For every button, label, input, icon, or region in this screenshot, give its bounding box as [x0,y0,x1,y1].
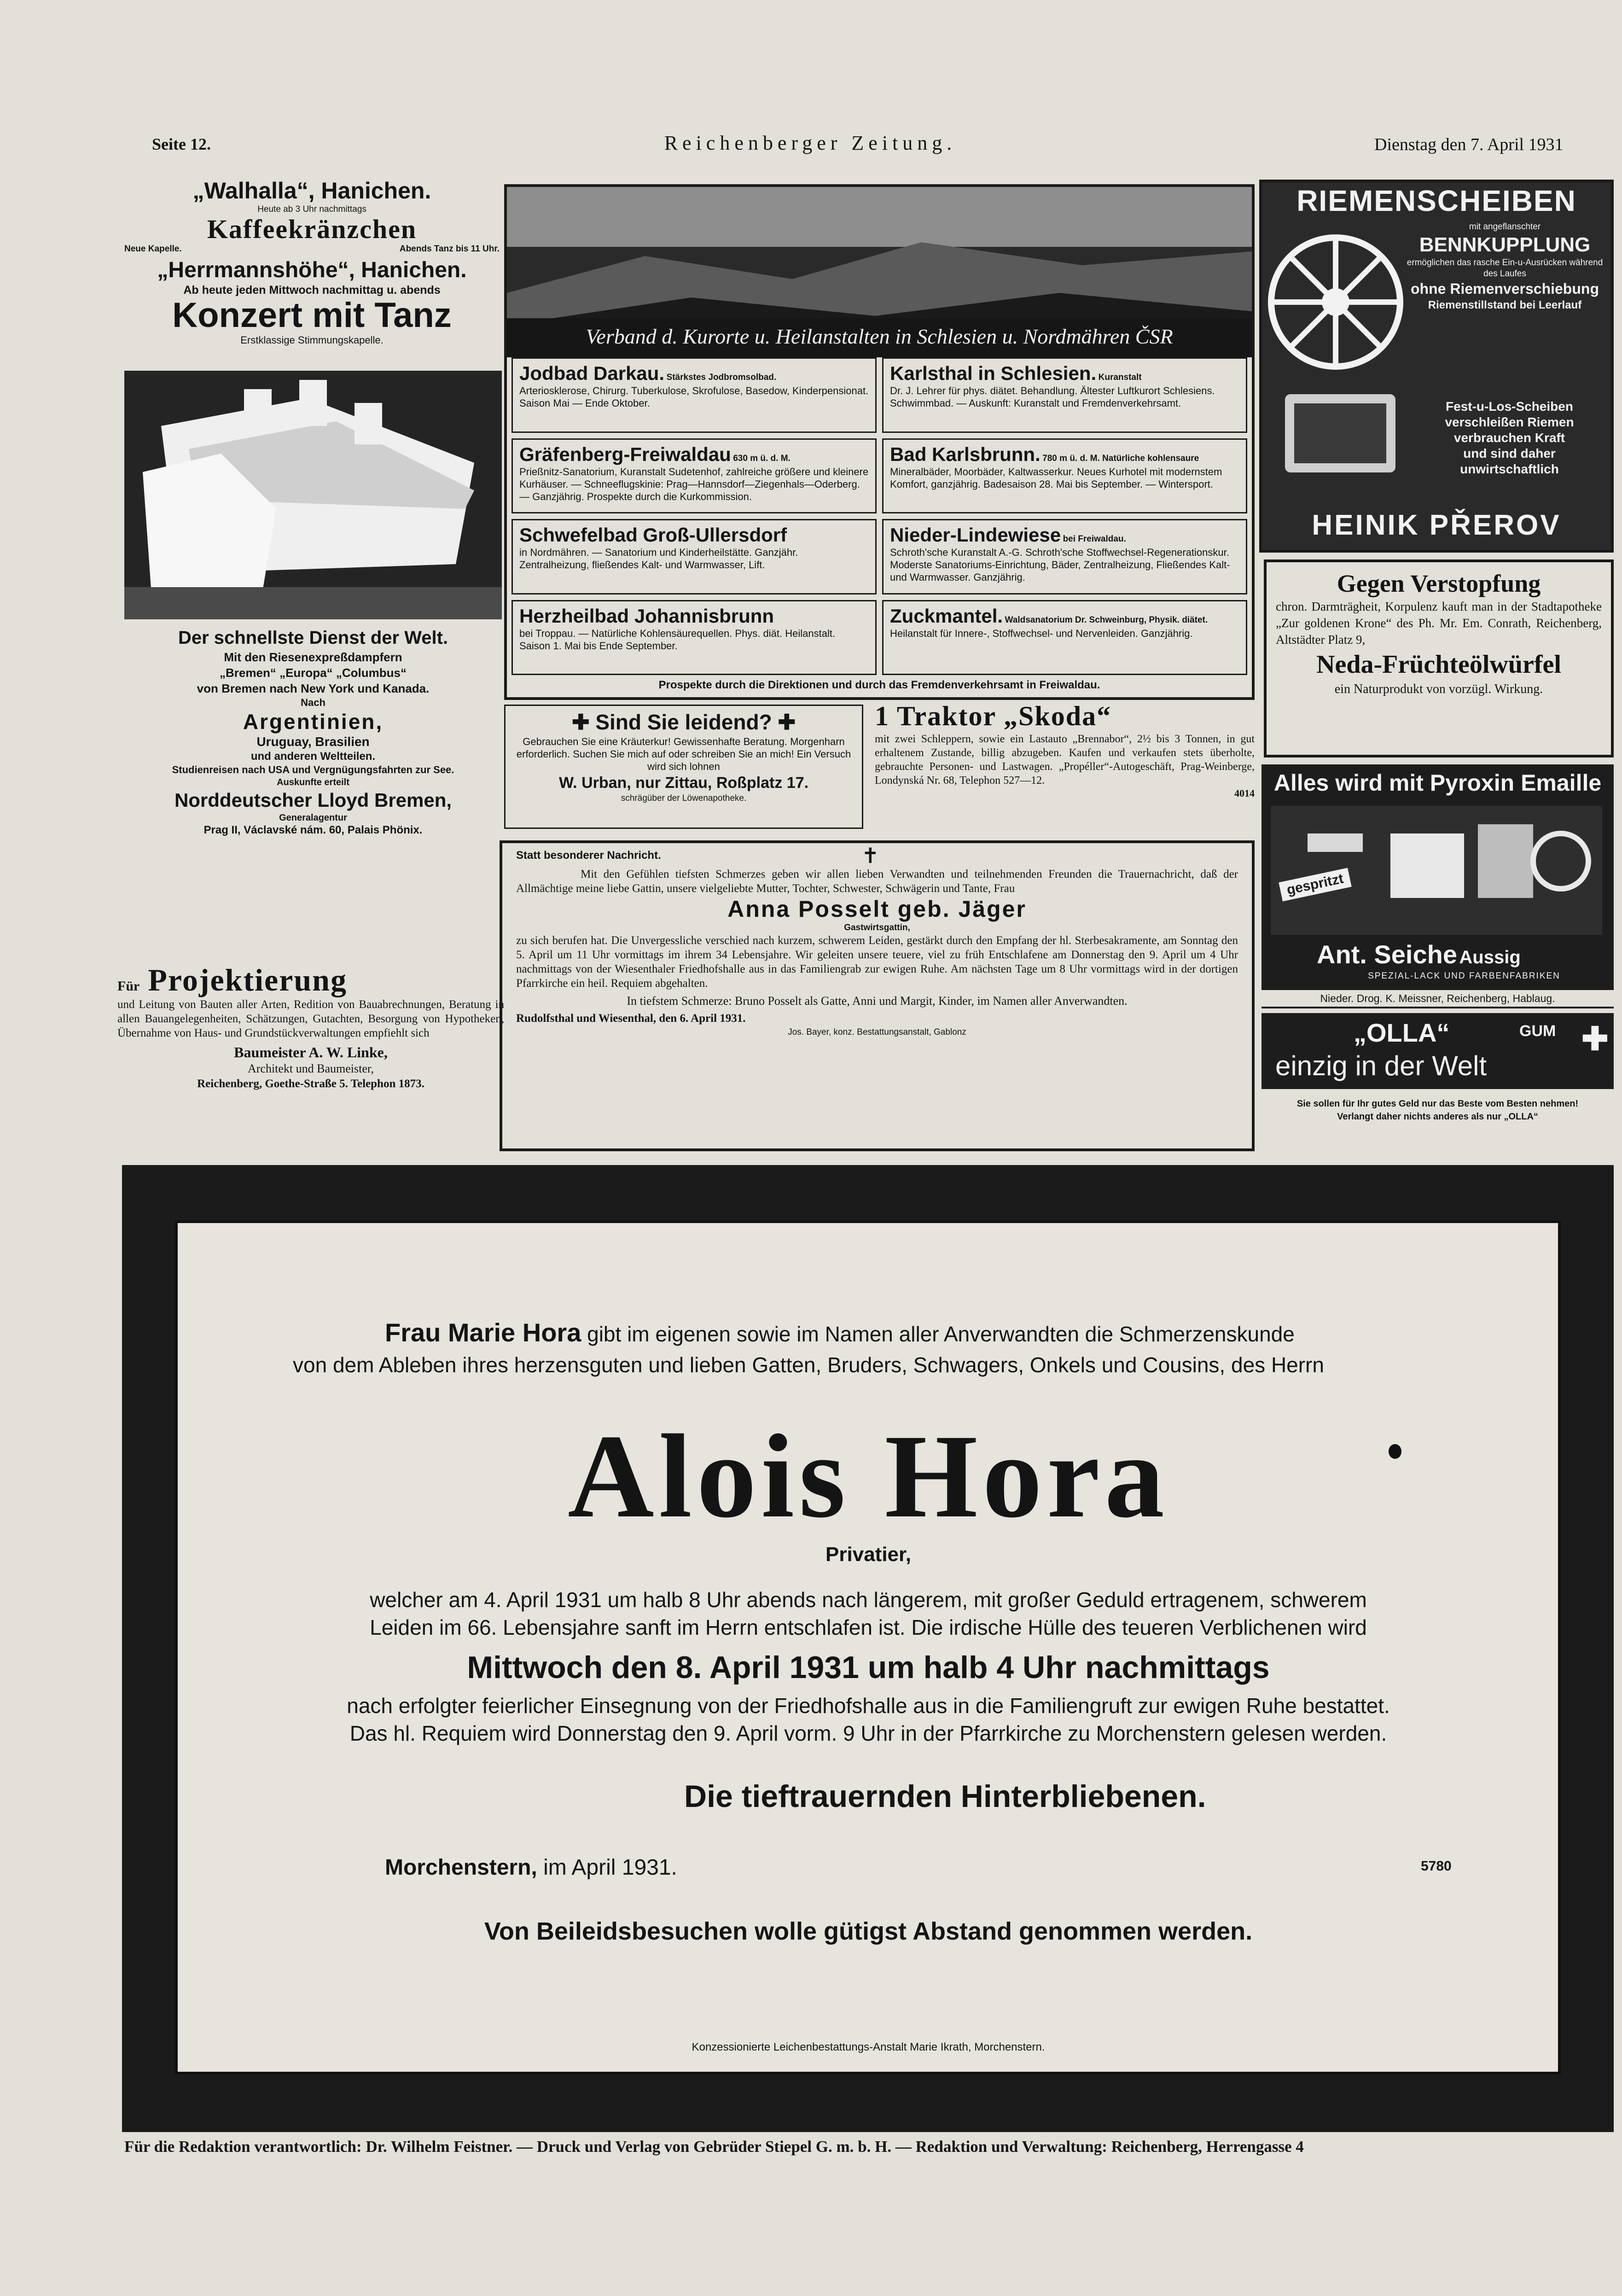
walhalla-sub: Heute ab 3 Uhr nachmittags [257,204,366,214]
pulley-wheel-icon [1267,224,1405,482]
posselt-body: zu sich berufen hat. Die Unvergessliche verschied nach kurzem, schwerem Leiden, gestärkt durch den Empfang der hl. Sterbesakramente, am Sonntag den 5. April um 11 Uhr vormittags im ihrem 34 Lebensjahre. Wir geleiten unsere teuere, viel zu früh Entschlafene am Donnerstag den 9. April um 4 Uhr nachmittags von der Wiesenthaler Friedhofshalle aus in das Familiengrab zur ewigen Ruhe. Am nächsten Tage um 8 Uhr vormittags wird in der dortigen Pfarrkirche ein heil. Requiem abgehalten. [516,934,1238,990]
walhalla-event: Kaffeekränzchen [207,214,417,244]
kurort-entry-lindewiese [882,519,1247,594]
kurort-name: Karlsthal in Schlesien. [890,362,1097,384]
riemenscheiben-ad [1259,180,1614,553]
verstopfung-text: chron. Darmträgheit, Korpulenz kauft man in der Stadtapotheke „Zur goldenen Krone“ des Ph. Mr. Em. Conrath, Reichenberg, Altstädter Platz 9, [1276,600,1602,647]
posselt-footer: Jos. Bayer, konz. Bestattungsanstalt, Gablonz [788,1027,966,1037]
hora-intro-name: Frau Marie Hora [385,1318,581,1347]
posselt-obituary [500,840,1255,1151]
lloyd-agency: Generalagentur [279,813,347,823]
riemen-title: RIEMENSCHEIBEN [1296,184,1576,217]
kurorte-ad [504,184,1255,700]
lloyd-line-1: „Bremen“ „Europa“ „Columbus“ [220,666,407,680]
kurorte-footer: Prospekte durch die Direktionen und durch das Fremdenverkehrsamt in Freiwaldau. [658,679,1100,691]
hora-undertaker: Konzessionierte Leichenbestattungs-Anstalt Marie Ikrath, Morchenstern. [692,2041,1045,2053]
kurort-name: Gräfenberg-Freiwaldau [519,443,731,465]
kurort-text: bei Troppau. — Natürliche Kohlensäurequellen. Phys. diät. Heilanstalt. Saison 1. Mai bis Ende September. [519,627,836,652]
projektierung-name: Baumeister A. W. Linke, [234,1044,388,1061]
kurort-text: in Nordmähren. — Sanatorium und Kinderheilstätte. Ganzjähr. Zentralheizung, fließendes Kalt- und Warmwasser, Lift. [519,547,798,571]
olla-tagline: einzig in der Welt [1275,1050,1487,1081]
kurort-name: Herzheilbad Johannisbrunn [519,605,774,627]
lloyd-country: Argentinien, [243,710,384,734]
projektierung-ad [117,962,504,1156]
walhalla-title: „Walhalla“, Hanichen. [192,178,431,204]
kurort-tag: 630 m ü. d. M. [733,453,791,463]
lloyd-line-2: von Bremen nach New York und Kanada. [197,682,430,695]
kurort-name: Nieder-Lindewiese [890,524,1061,546]
pyroxin-badge: gespritzt [1279,868,1351,902]
hora-funeral-date: Mittwoch den 8. April 1931 um halb 4 Uhr nachmittags [467,1650,1270,1685]
kurort-text: Prießnitz-Sanatorium, Kuranstalt Sudetenhof, zahlreiche größere und kleinere Kurhäuser. — Schneeflugskinie: Prag—Hannsdorf—Ziegenhals—Oderberg. — Ganzjährig. Prospekte durch die Kurkommission. [519,466,869,502]
projektierung-title: Projektierung [148,962,347,997]
projektierung-lead: Für [117,979,140,994]
kurort-tag: Kuranstalt [1098,373,1142,382]
kurort-text: Heilanstalt für Innere-, Stoffwechsel- und Nervenleiden. Ganzjährig. [890,627,1193,639]
leidend-name: W. Urban, nur Zittau, Roßplatz 17. [558,774,809,792]
hora-intro2: von dem Ableben ihres herzensguten und lieben Gatten, Bruders, Schwagers, Onkels und Cousins, des Herrn [293,1353,1324,1377]
lloyd-headline: Der schnellste Dienst der Welt. [178,628,448,648]
kurort-tag: 780 m ü. d. M. Natürliche kohlensaure [1042,453,1199,463]
pyroxin-company: Ant. Seiche [1317,940,1457,969]
kurort-entry-karlsbrunn [882,438,1247,514]
verstopfung-tagline: ein Naturprodukt von vorzügl. Wirkung. [1334,682,1543,696]
lloyd-line2-2: Studienreisen nach USA und Vergnügungsfahrten zur See. [172,764,454,775]
leidend-ad [504,705,863,829]
pyroxin-city: Aussig [1459,947,1521,967]
lloyd-line2-0: Uruguay, Brasilien [256,734,370,749]
walhalla-right-note: Abends Tanz bis 11 Uhr. [399,244,500,254]
pyroxin-dealer: Nieder. Drog. K. Meissner, Reichenberg, Hablaug. [1262,990,1614,1007]
olla-name: „OLLA“ [1354,1018,1450,1047]
imprint-footer: Für die Redaktion verantwortlich: Dr. Wilhelm Feistner. — Druck und Verlag von Gebrüder Stiepel G. m. b. H. — Redaktion und Verwaltung: Reichenberg, Herrengasse 4 [124,2138,1304,2156]
kurort-name: Schwefelbad Groß-Ullersdorf [519,524,787,546]
walhalla-ad [124,177,500,361]
pyroxin-ad [1262,764,1614,1008]
kurort-name: Bad Karlsbrunn. [890,443,1041,465]
herrmannshoehe-note: Erstklassige Stimmungskapelle. [240,334,384,346]
leidend-note: schrägüber der Löwenapotheke. [621,793,747,803]
olla-ad [1262,1013,1614,1154]
kurort-tag: Stärkstes Jodbromsolbad. [666,373,777,382]
posselt-name: Anna Posselt geb. Jäger [727,896,1027,922]
hora-place-date: im April 1931. [543,1855,677,1880]
hora-ref-number: 5780 [1421,1859,1452,1874]
olla-line1: Sie sollen für Ihr gutes Geld nur das Beste vom Besten nehmen! [1296,1099,1579,1109]
walhalla-left-note: Neue Kapelle. [124,244,182,254]
traktor-number: 4014 [1234,787,1255,799]
pyroxin-title: Alles wird mit Pyroxin Emaille [1273,770,1602,796]
ocean-liners-illustration [124,371,502,619]
page-number: Seite 12. [152,135,211,153]
pyroxin-sub: SPEZIAL-LACK UND FARBENFABRIKEN [1368,971,1560,981]
plus-icon: ✚ [778,710,796,734]
issue-date: Dienstag den 7. April 1931 [1374,135,1564,154]
hora-body2: Leiden im 66. Lebensjahre sanft im Herrn entschlafen ist. Die irdische Hülle des teueren Verblichenen wird [370,1615,1367,1639]
kurort-entry-karlsthal [882,357,1247,433]
posselt-intro: Mit den Gefühlen tiefsten Schmerzes geben wir allen lieben Verwandten und teilnehmenden Freunden die Trauernachricht, daß der Allmächtige meine liebe Gattin, unsere vielgeliebte Mutter, Tochter, Schwester, Schwägerin und Tante, Frau [516,868,1238,895]
projektierung-role: Architekt und Baumeister, [247,1062,374,1075]
cross-icon: ✝ [861,844,879,868]
hora-bereaved: Die tieftrauernden Hinterbliebenen. [684,1779,1206,1814]
hora-place: Morchenstern, [385,1855,537,1880]
riemen-line2-2: verbrauchen Kraft [1453,431,1565,445]
posselt-place: Rudolfsthal und Wiesenthal, den 6. April 1931. [516,1012,746,1025]
herrmannshoehe-line: Ab heute jeden Mittwoch nachmittag u. abends [183,284,441,297]
kurort-name: Jodbad Darkau. [519,362,665,384]
posselt-heading: Statt besonderer Nachricht. [516,849,661,862]
lloyd-line2-1: und anderen Weltteilen. [250,750,376,763]
verstopfung-title: Gegen Verstopfung [1337,570,1541,597]
newspaper-title: Reichenberger Zeitung. [664,132,957,154]
riemen-line-0: ermöglichen das rasche Ein-u-Ausrücken während des Laufes [1407,258,1603,279]
riemen-line-2: Riemenstillstand bei Leerlauf [1428,299,1582,311]
hora-intro-rest: gibt im eigenen sowie im Namen aller Anverwandten die Schmerzenskunde [587,1322,1295,1346]
posselt-title: Gastwirtsgattin, [844,923,910,932]
kurort-entry-zuckmantel [882,600,1247,676]
verstopfung-ad [1264,559,1614,758]
lloyd-line2-3: Auskunfte erteilt [277,777,349,787]
kurort-text: Mineralbäder, Moorbäder, Kaltwasserkur. Neues Kurhotel mit modernstem Komfort, ganzjährig. Badesaison 28. Mai bis September. — Wintersport. [890,466,1222,490]
plus-icon: ✚ [571,710,590,734]
painted-furniture-icon [1271,806,1602,935]
kurort-entry-darkau [512,357,877,433]
hora-body3: nach erfolgter feierlicher Einsegnung von der Friedhofshalle aus in die Familiengruft zur ewigen Ruhe bestattet. [347,1694,1390,1718]
traktor-title: 1 Traktor „Skoda“ [875,701,1112,731]
kurort-name: Zuckmantel. [890,605,1003,627]
herrmannshoehe-title: „Herrmannshöhe“, Hanichen. [157,258,467,282]
kurort-text: Dr. J. Lehrer für phys. diätet. Behandlung. Ältester Luftkurort Schlesiens. Schwimmbad. — Auskunft: Kuranstalt und Fremdenverkehrsamt. [890,385,1215,409]
projektierung-body: und Leitung von Bauten aller Arten, Redition von Bauabrechnungen, Beratung in allen Bauangelegenheiten, Schätzungen, Gutachten, Besorgung von Hypotheken, Übernahme von Haus- und Grundstückverwaltungen empfiehlt sich [117,998,504,1039]
riemen-line2-0: Fest-u-Los-Scheiben [1446,399,1573,414]
kurort-tag: bei Freiwaldau. [1063,534,1126,544]
riemen-line2-4: unwirtschaftlich [1460,462,1559,476]
kurort-text: Arteriosklerose, Chirurg. Tuberkulose, Skrofulose, Basedow, Kinderpensionat. Saison Mai — Ende Oktober. [519,385,869,409]
olla-line2: Verlangt daher nichts anderes als nur „OLLA“ [1337,1112,1538,1122]
kurort-entry-graefenberg [512,438,877,514]
riemen-line2-3: und sind daher [1463,446,1556,460]
lloyd-line-0: Mit den Riesenexpreßdampfern [224,650,402,664]
kurort-text: Schroth'sche Kuranstalt A.-G. Schroth'sche Stoffwechsel-Regenerationskur. Moderste Sanatoriums-Einrichtung, Bäder, Zentralheizung, Fließendes Kalt- und Warmwasser. Ganzjährig. [890,547,1230,583]
riemen-line-1: ohne Riemenverschiebung [1411,280,1599,297]
kurorte-banner: Verband d. Kurorte u. Heilanstalten in Schlesien u. Nordmähren ČSR [586,325,1173,348]
hora-body4: Das hl. Requiem wird Donnerstag den 9. April vorm. 9 Uhr in der Pfarrkirche zu Morchenstern gelesen werden. [349,1721,1387,1745]
riemen-kupplung: BENNKUPPLUNG [1419,233,1591,256]
herrmannshoehe-event: Konzert mit Tanz [172,296,452,335]
riemen-sub: mit angeflanschter [1469,222,1541,232]
traktor-text: mit zwei Schleppern, sowie ein Lastauto „Brennabor“, 2½ bis 3 Tonnen, in gut erhaltenem Zustande, billig abzugeben. Kaufen und verkaufen stets überholte, gebrauchte Personen- und Lastwagen. „Propéller“-Autogeschäft, Prag-Weinberge, Londynská Nr. 68, Telephon 527—12. [875,733,1255,787]
kurort-tag: Waldsanatorium Dr. Schweinburg, Physik. diätet. [1005,615,1208,625]
posselt-mourners: In tiefstem Schmerze: Bruno Posselt als Gatte, Anni und Margit, Kinder, im Namen aller Anverwandten. [627,994,1128,1008]
hora-body1: welcher am 4. April 1931 um halb 8 Uhr abends nach längerem, mit großer Geduld ertragenem, schwerem [370,1588,1367,1612]
ink-dot [1389,1444,1401,1459]
olla-suffix: GUM [1519,1022,1556,1040]
kurort-entry-ullersdorf [512,519,877,594]
lloyd-company: Norddeutscher Lloyd Bremen, [174,789,452,811]
plus-icon: ✚ [1581,1021,1609,1057]
verstopfung-product: Neda-Früchteölwürfel [1316,650,1561,679]
riemen-line2-1: verschleißen Riemen [1445,415,1574,429]
lloyd-address: Prag II, Václavské nám. 60, Palais Phönix. [203,824,423,836]
riemen-company: HEINIK PŘEROV [1312,509,1561,541]
hora-name: Alois Hora [567,1410,1169,1543]
lloyd-ad [122,371,504,942]
hora-condolence: Von Beileidsbesuchen wolle gütigst Abstand genommen werden. [484,1917,1253,1945]
kurort-entry-johannisbrunn [512,600,877,676]
leidend-text: Gebrauchen Sie eine Kräuterkur! Gewissenhafte Beratung. Morgenharn erforderlich. Suchen Sie mich auf oder schreiben Sie an mich! Ein Versuch wird sich lohnen [516,736,851,772]
traktor-ad [875,700,1255,833]
hora-occupation: Privatier, [826,1543,911,1566]
hora-obituary [175,1220,1561,2075]
projektierung-address: Reichenberg, Goethe-Straße 5. Telephon 1873. [197,1078,424,1090]
lloyd-line-3: Nach [301,697,326,708]
leidend-title: Sind Sie leidend? [595,710,772,734]
